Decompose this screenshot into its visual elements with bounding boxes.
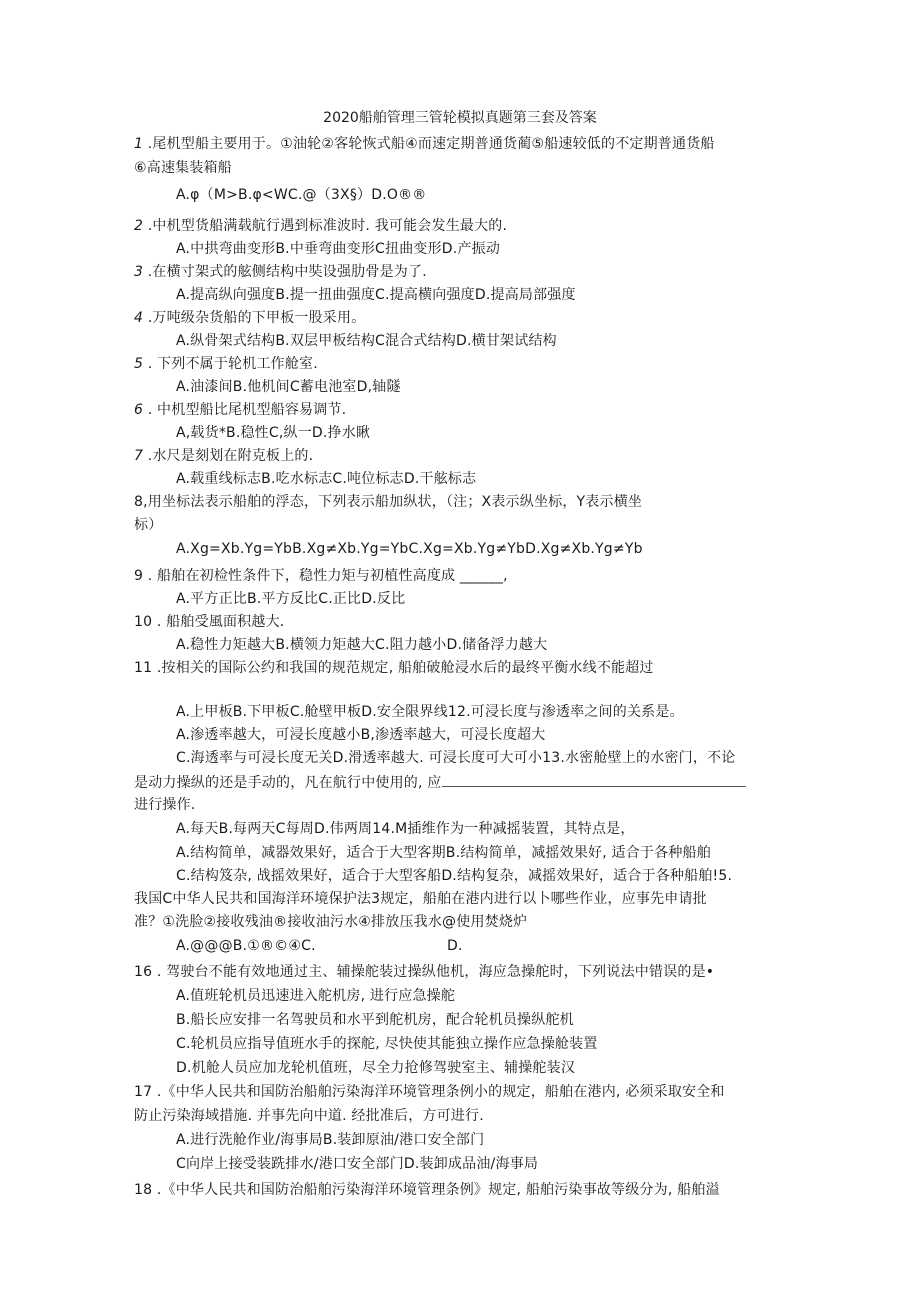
question-text: .万吨级杂货船的下甲板一股采用。 <box>143 310 366 326</box>
question-number: 4 <box>134 310 144 326</box>
question-9: 9 . 船舶在初检性条件下，稳性力矩与初植性高度成 ______, <box>134 568 508 584</box>
question-16: 16 . 驾驶台不能有效地通过主、辅操舵装过操纵他机，海应急操舵时，下列说法中错误的是• <box>134 964 715 980</box>
question-14-options-c: C.结构笈杂, 战摇效果好，适合于大型客船D.结构复杂，减摇效果好，适合于各种船舶!5. <box>176 868 733 884</box>
question-text: . 中机型船比尾机型船容易调节. <box>143 402 347 418</box>
question-1-continuation: ⑥高速集装箱船 <box>134 160 232 176</box>
question-15-option-d: D. <box>447 938 463 954</box>
question-16-option-d: D.机舱人员应加龙轮机值班，尽全力抢修驾驶室主、辅操舵装汉 <box>176 1060 576 1076</box>
question-17-options-ab: A.进行洗舱作业/海事局B.装卸原油/港口安全部门 <box>176 1132 485 1148</box>
question-8: 8,用坐标法表示船舶的浮态，下列表示船加纵状，（注；X表示纵坐标，Y表示横坐 <box>134 494 643 510</box>
question-number: 1 <box>134 136 144 152</box>
question-7 <box>134 446 313 466</box>
question-text: .水尺是刻划在附克板上的. <box>143 448 314 464</box>
question-15: 我国C中华人民共和国海洋环境保护法3规定，船舶在港内进行以卜哪些作业，应事先申请批 <box>134 891 707 907</box>
question-13-end: 进行操作. <box>134 797 196 813</box>
question-10: 10 . 船舶受風面积越大. <box>134 614 285 630</box>
question-5-options: A.油漆间B.他机间C蓄电池室D,轴隧 <box>176 379 401 395</box>
question-7-options: A.载重线标志B.吃水标志C.吨位标志D.干舷标志 <box>176 471 477 487</box>
question-number: 2 <box>134 218 144 234</box>
question-15-continuation: 准？①洗脸②接收残油®接收油污水④排放压我水@使用焚烧炉 <box>134 914 528 930</box>
question-1 <box>134 134 715 154</box>
question-12-options-c: C.海透率与可浸长度无关D.滑透率越大. 可浸长度可大可小13.水密舱壁上的水密门，不论 <box>176 750 736 766</box>
question-18: 18 .《中华人民共和国防治船舶污染海洋环境管理条例》规定, 船舶污染事故等级分为, 船舶溢 <box>134 1182 720 1198</box>
question-10-options: A.稳性力矩越大B.横领力矩越大C.阻力越小D.储备浮力越大 <box>176 637 548 653</box>
question-4-options: A.纵骨架式结构B.双层甲板结构C混合式结构D.横甘架试结构 <box>176 333 557 349</box>
question-13-options: A.每天B.每两天C每周D.伟两周14.M插维作为一种减摇装置，其特点是， <box>176 821 635 837</box>
question-16-option-a: A.值班轮机员迅速进入舵机房, 进行应急操舵 <box>176 988 456 1004</box>
question-number: 3 <box>134 264 144 280</box>
question-16-option-b: B.船长应安排一名驾驶员和水平到舵机房，配合轮机员操纵舵机 <box>176 1012 574 1028</box>
question-13-continuation <box>134 772 746 793</box>
question-number: 5 <box>134 356 144 372</box>
question-6-options: A,载货*B.稳性C,纵一D.挣水瞅 <box>176 425 371 441</box>
question-11: 11 .按相关的国际公约和我国的规范规定, 船舶破舱浸水后的最终平衡水线不能超过 <box>134 660 654 676</box>
question-14-options-a: A.结构简单，减器效果好，适合于大型客期B.结构简单，减摇效果好, 适合于各种船舶 <box>176 845 711 861</box>
question-11-options: A.上甲板B.下甲板C.舱壁甲板D.安全限界线12.可浸长度与渗透率之间的关系是。 <box>176 704 684 720</box>
document-title: 2020船舶管理三管轮模拟真题第三套及答案 <box>323 110 597 126</box>
question-number: 7 <box>134 448 144 464</box>
question-text: .在横寸架式的舷侧结构中奘设强肋骨是为了. <box>143 264 427 280</box>
question-17-options-cd: C向岸上接受装跣排水/港口安全部门D.装卸成品油/海事局 <box>176 1156 539 1172</box>
question-2-options: A.中拱弯曲变形B.中垂弯曲变形C扭曲变形D.产振动 <box>176 241 501 257</box>
question-17-continuation: 防止污染海域措施. 并事先向中道. 经批准后，方可进行. <box>134 1108 484 1124</box>
question-text: . 下列不属于轮机工作舱室. <box>143 356 318 372</box>
question-2 <box>134 216 507 236</box>
question-15-options-abc: A.@@@B.①®©④C. <box>176 938 316 954</box>
question-4 <box>134 308 365 328</box>
question-number: 6 <box>134 402 144 418</box>
question-9-options: A.平方正比B.平方反比C.正比D.反比 <box>176 591 406 607</box>
question-text: .中机型货船满载航行遇到标准波时. 我可能会发生最大的. <box>143 218 508 234</box>
question-6 <box>134 400 346 420</box>
question-text: .尾机型船主要用于。①油轮②客轮恢式船④而速定期普通货蔺⑤船速较低的不定期普通货船 <box>143 136 715 152</box>
answer-blank <box>442 772 746 787</box>
question-3-options: A.提高纵向强度B.提一扭曲强度C.提高横向强度D.提高局部强度 <box>176 287 576 303</box>
question-16-option-c: C.轮机员应指导值班水手的探舵, 尽快使其能独立操作应急操舱装置 <box>176 1036 598 1052</box>
question-17: 17 .《中华人民共和国防治船舶污染海洋环境管理条例小的规定，船舶在港内, 必须采取安全和 <box>134 1084 725 1100</box>
question-8-continuation: 标） <box>134 517 163 533</box>
question-12-options-a: A.渗透率越大，可浸长度越小B,渗透率越大，可浸长度超大 <box>176 727 546 743</box>
question-8-options: A.Xg=Xb.Yg=YbB.Xg≠Xb.Yg=YbC.Xg=Xb.Yg≠YbD.Xg≠Xb.Yg≠Yb <box>176 541 643 557</box>
question-3 <box>134 262 427 282</box>
question-text: 是动力操纵的还是手动的，凡在航行中使用的, 应 <box>134 775 442 791</box>
question-1-options: A.φ（M>B.φ<WC.@（3X§）D.O®® <box>176 187 427 203</box>
question-5 <box>134 354 318 374</box>
